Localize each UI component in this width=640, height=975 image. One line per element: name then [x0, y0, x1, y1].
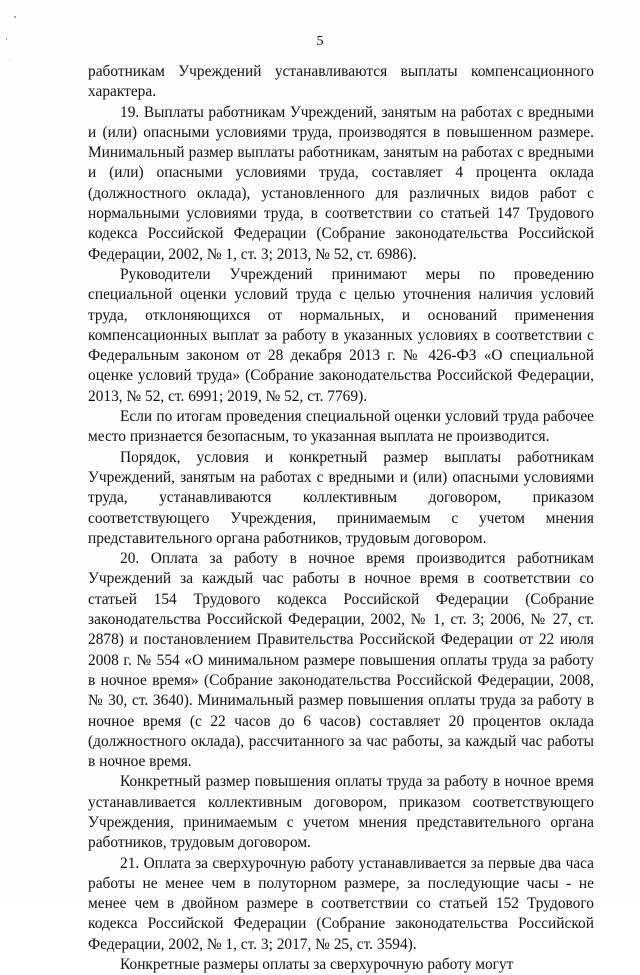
- paragraph: Руководители Учреждений принимают меры по проведению специальной оценки условий труда с целью уточнения наличия условий труда, отклоняющихся от нормальных, и оснований применения компенсационных выплат за работу в указанных условиях в соответствии с Федеральным законом от 28 декабря 2013 г. № 426-ФЗ «О специальной оценке условий труда» (Собрание законодательства Российской Федерации, 2013, № 52, ст. 6991; 2019, № 52, ст. 7769).: [88, 265, 594, 405]
- paragraph: 19. Выплаты работникам Учреждений, занятым на работах с вредными и (или) опасными условиями труда, производятся в повышенном размере. Минимальный размер выплаты работникам, занятым на работах с вредными и (или) опасными условиями труда, составляет 4 процента оклада (должностного оклада), установленного для различных видов работ с нормальными условиями труда, в соответствии со статьей 147 Трудового кодекса Российской Федерации (Собрание законодательства Российской Федерации, 2002, № 1, ст. 3; 2013, № 52, ст. 6986).: [88, 103, 594, 263]
- paragraph: Конкретные размеры оплаты за сверхурочную работу могут: [120, 956, 514, 974]
- paragraph: работникам Учреждений устанавливаются выплаты компенсационного характера.: [88, 63, 594, 101]
- scan-speck: [14, 16, 16, 18]
- paragraph: 20. Оплата за работу в ночное время производится работникам Учреждений за каждый час работы в ночное время в соответствии со статьей 154 Трудового кодекса Российской Федерации (Собрание законодательства Российской Федерации, 2002, № 1, ст. 3; 2006, № 27, ст. 2878) и постановлением Правительства Российской Федерации от 22 июля 2008 г. № 554 «О минимальном размере повышения оплаты труда за работу в ночное время» (Собрание законодательства Российской Федерации, 2008, № 30, ст. 3640). Минимальный размер повышения оплаты труда за работу в ночное время (с 22 часов до 6 часов) составляет 20 процентов оклада (должностного оклада), рассчитанного за час работы, за каждый час работы в ночное время.: [88, 550, 594, 771]
- paragraph: Порядок, условия и конкретный размер выплаты работникам Учреждений, занятым на работах с вредными и (или) опасными условиями труда, устанавливаются коллективным договором, приказом соответствующего Учреждения, принимаемым с учетом мнения представительного органа работников, трудовым договором.: [88, 448, 594, 547]
- paragraph: 21. Оплата за сверхурочную работу устанавливается за первые два часа работы не менее чем в полуторном размере, за последующие часы - не менее чем в двойном размере в соответствии со статьей 152 Трудового кодекса Российской Федерации (Собрание законодательства Российской Федерации, 2002, № 1, ст. 3; 2017, № 25, ст. 3594).: [88, 854, 594, 953]
- paragraph: Конкретный размер повышения оплаты труда за работу в ночное время устанавливается коллективным договором, приказом соответствующего Учреждения, принимаемым с учетом мнения представительного органа работников, трудовым договором.: [88, 773, 594, 852]
- document-body: [88, 62, 594, 975]
- page-number: 5: [316, 34, 324, 49]
- scan-speck: [9, 60, 10, 61]
- paragraph: Если по итогам проведения специальной оценки условий труда рабочее место признается безопасным, то указанная выплата не производится.: [88, 408, 594, 446]
